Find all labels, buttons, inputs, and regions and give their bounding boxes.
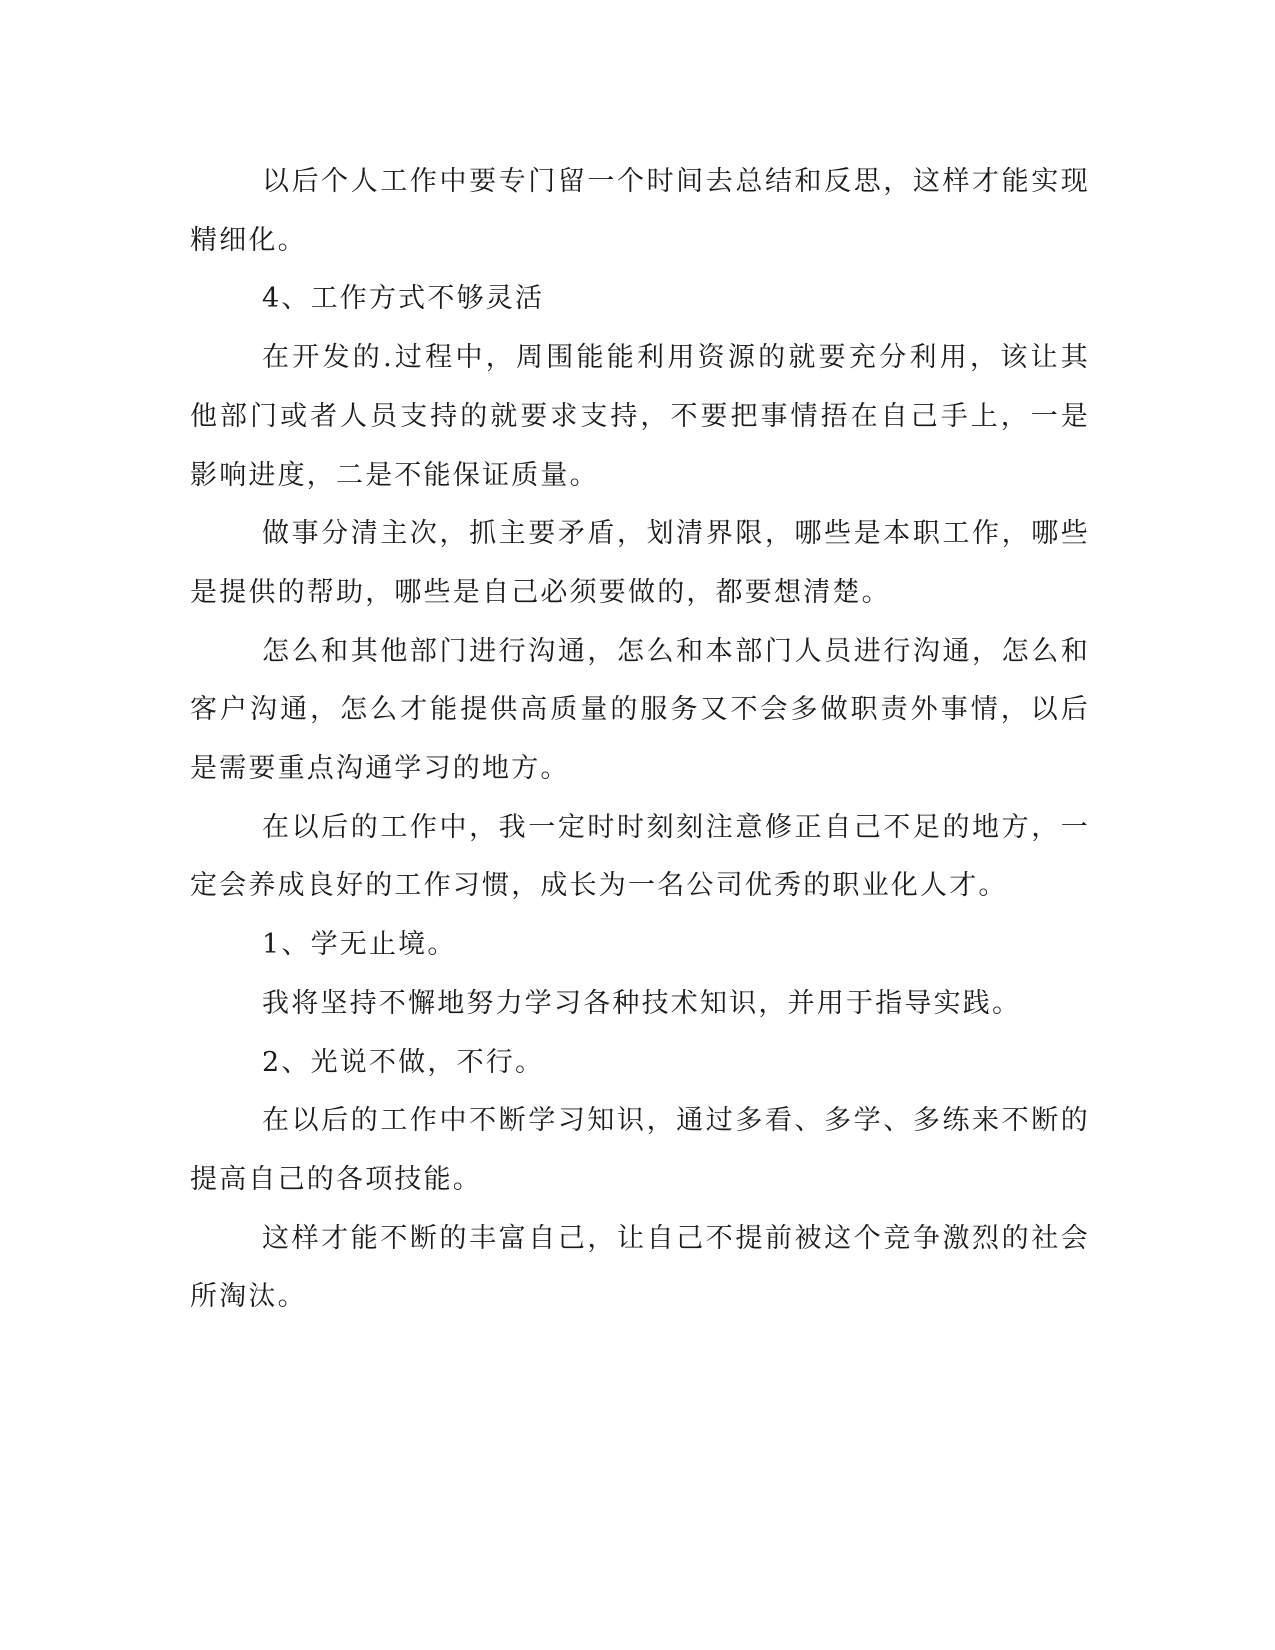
paragraph: 我将坚持不懈地努力学习各种技术知识，并用于指导实践。 [262, 987, 1022, 1019]
document-body [190, 153, 1090, 1327]
paragraph: 做事分清主次，抓主要矛盾，划清界限，哪些是本职工作，哪些是提供的帮助，哪些是自己必须要做的，都要想清楚。 [190, 518, 1090, 608]
list-item-heading: 1、学无止境。 [262, 929, 457, 961]
paragraph: 在以后的工作中，我一定时时刻刻注意修正自己不足的地方，一定会养成良好的工作习惯，成长为一名公司优秀的职业化人才。 [190, 811, 1090, 902]
section-heading: 4、工作方式不够灵活 [262, 283, 545, 315]
paragraph: 在以后的工作中不断学习知识，通过多看、多学、多练来不断的提高自己的各项技能。 [190, 1105, 1090, 1195]
paragraph: 这样才能不断的丰富自己，让自己不提前被这个竞争激烈的社会所淘汰。 [190, 1222, 1090, 1313]
paragraph: 以后个人工作中要专门留一个时间去总结和反思，这样才能实现精细化。 [190, 166, 1090, 256]
list-item-heading: 2、光说不做，不行。 [262, 1046, 545, 1078]
paragraph: 怎么和其他部门进行沟通，怎么和本部门人员进行沟通，怎么和客户沟通，怎么才能提供高质量的服务又不会多做职责外事情，以后是需要重点沟通学习的地方。 [190, 635, 1090, 785]
paragraph: 在开发的.过程中，周围能能利用资源的就要充分利用，该让其他部门或者人员支持的就要求支持，不要把事情捂在自己手上，一是影响进度，二是不能保证质量。 [190, 342, 1090, 491]
